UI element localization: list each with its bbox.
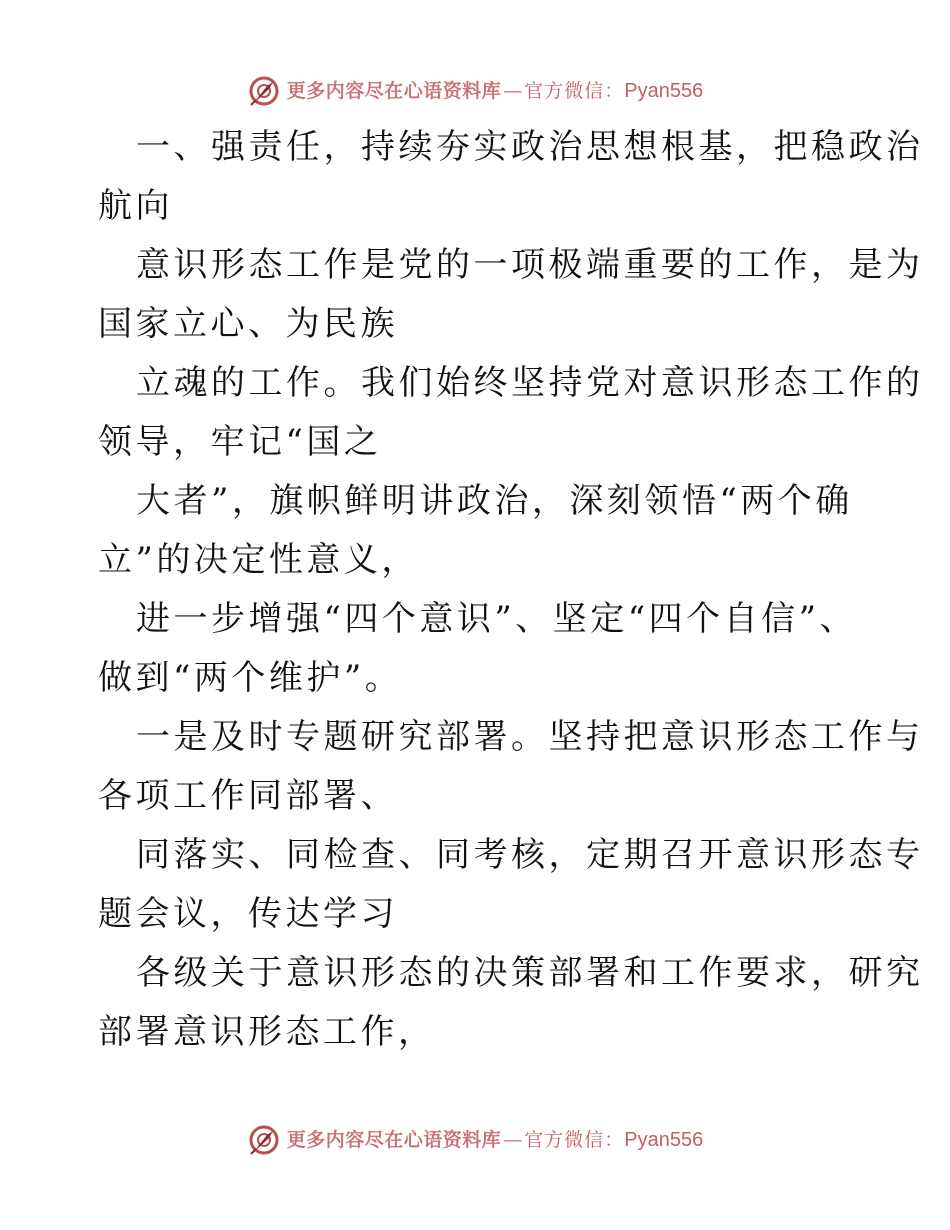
body-line: 一是及时专题研究部署。坚持把意识形态工作与 bbox=[136, 717, 924, 757]
body-line: 部署意识形态工作， bbox=[98, 1012, 436, 1052]
body-line: 大者”，旗帜鲜明讲政治，深刻领悟“两个确 bbox=[136, 481, 853, 521]
body-line: 一、强责任，持续夯实政治思想根基，把稳政治 bbox=[136, 127, 924, 167]
body-line: 题会议，传达学习 bbox=[98, 894, 398, 934]
body-line: 各项工作同部署、 bbox=[98, 776, 398, 816]
pen-logo-icon bbox=[247, 74, 281, 108]
document-body bbox=[98, 118, 924, 1062]
banner-wechat-id: Pyan556 bbox=[624, 1129, 704, 1151]
body-line: 做到“两个维护”。 bbox=[98, 658, 403, 698]
body-line: 立”的决定性意义， bbox=[98, 540, 419, 580]
body-line: 立魂的工作。我们始终坚持党对意识形态工作的 bbox=[136, 363, 924, 403]
pen-logo-icon bbox=[247, 1123, 281, 1157]
body-line: 意识形态工作是党的一项极端重要的工作，是为 bbox=[136, 245, 924, 285]
footer-watermark-banner bbox=[0, 1120, 950, 1160]
banner-dash: — bbox=[503, 1128, 523, 1151]
body-line: 国家立心、为民族 bbox=[98, 304, 398, 344]
body-line: 各级关于意识形态的决策部署和工作要求，研究 bbox=[136, 953, 924, 993]
banner-main-text: 更多内容尽在心语资料库 bbox=[286, 1128, 502, 1151]
banner-wechat-label: 官方微信： bbox=[524, 79, 625, 102]
body-line: 同落实、同检查、同考核，定期召开意识形态专 bbox=[136, 835, 924, 875]
banner-main-text: 更多内容尽在心语资料库 bbox=[286, 79, 502, 102]
banner-wechat-id: Pyan556 bbox=[624, 80, 704, 102]
banner-dash: — bbox=[503, 79, 523, 102]
body-line: 航向 bbox=[98, 186, 173, 226]
body-line: 进一步增强“四个意识”、坚定“四个自信”、 bbox=[136, 599, 858, 639]
banner-wechat-label: 官方微信： bbox=[524, 1128, 625, 1151]
header-watermark-banner bbox=[0, 71, 950, 111]
body-line: 领导，牢记“国之 bbox=[98, 422, 382, 462]
